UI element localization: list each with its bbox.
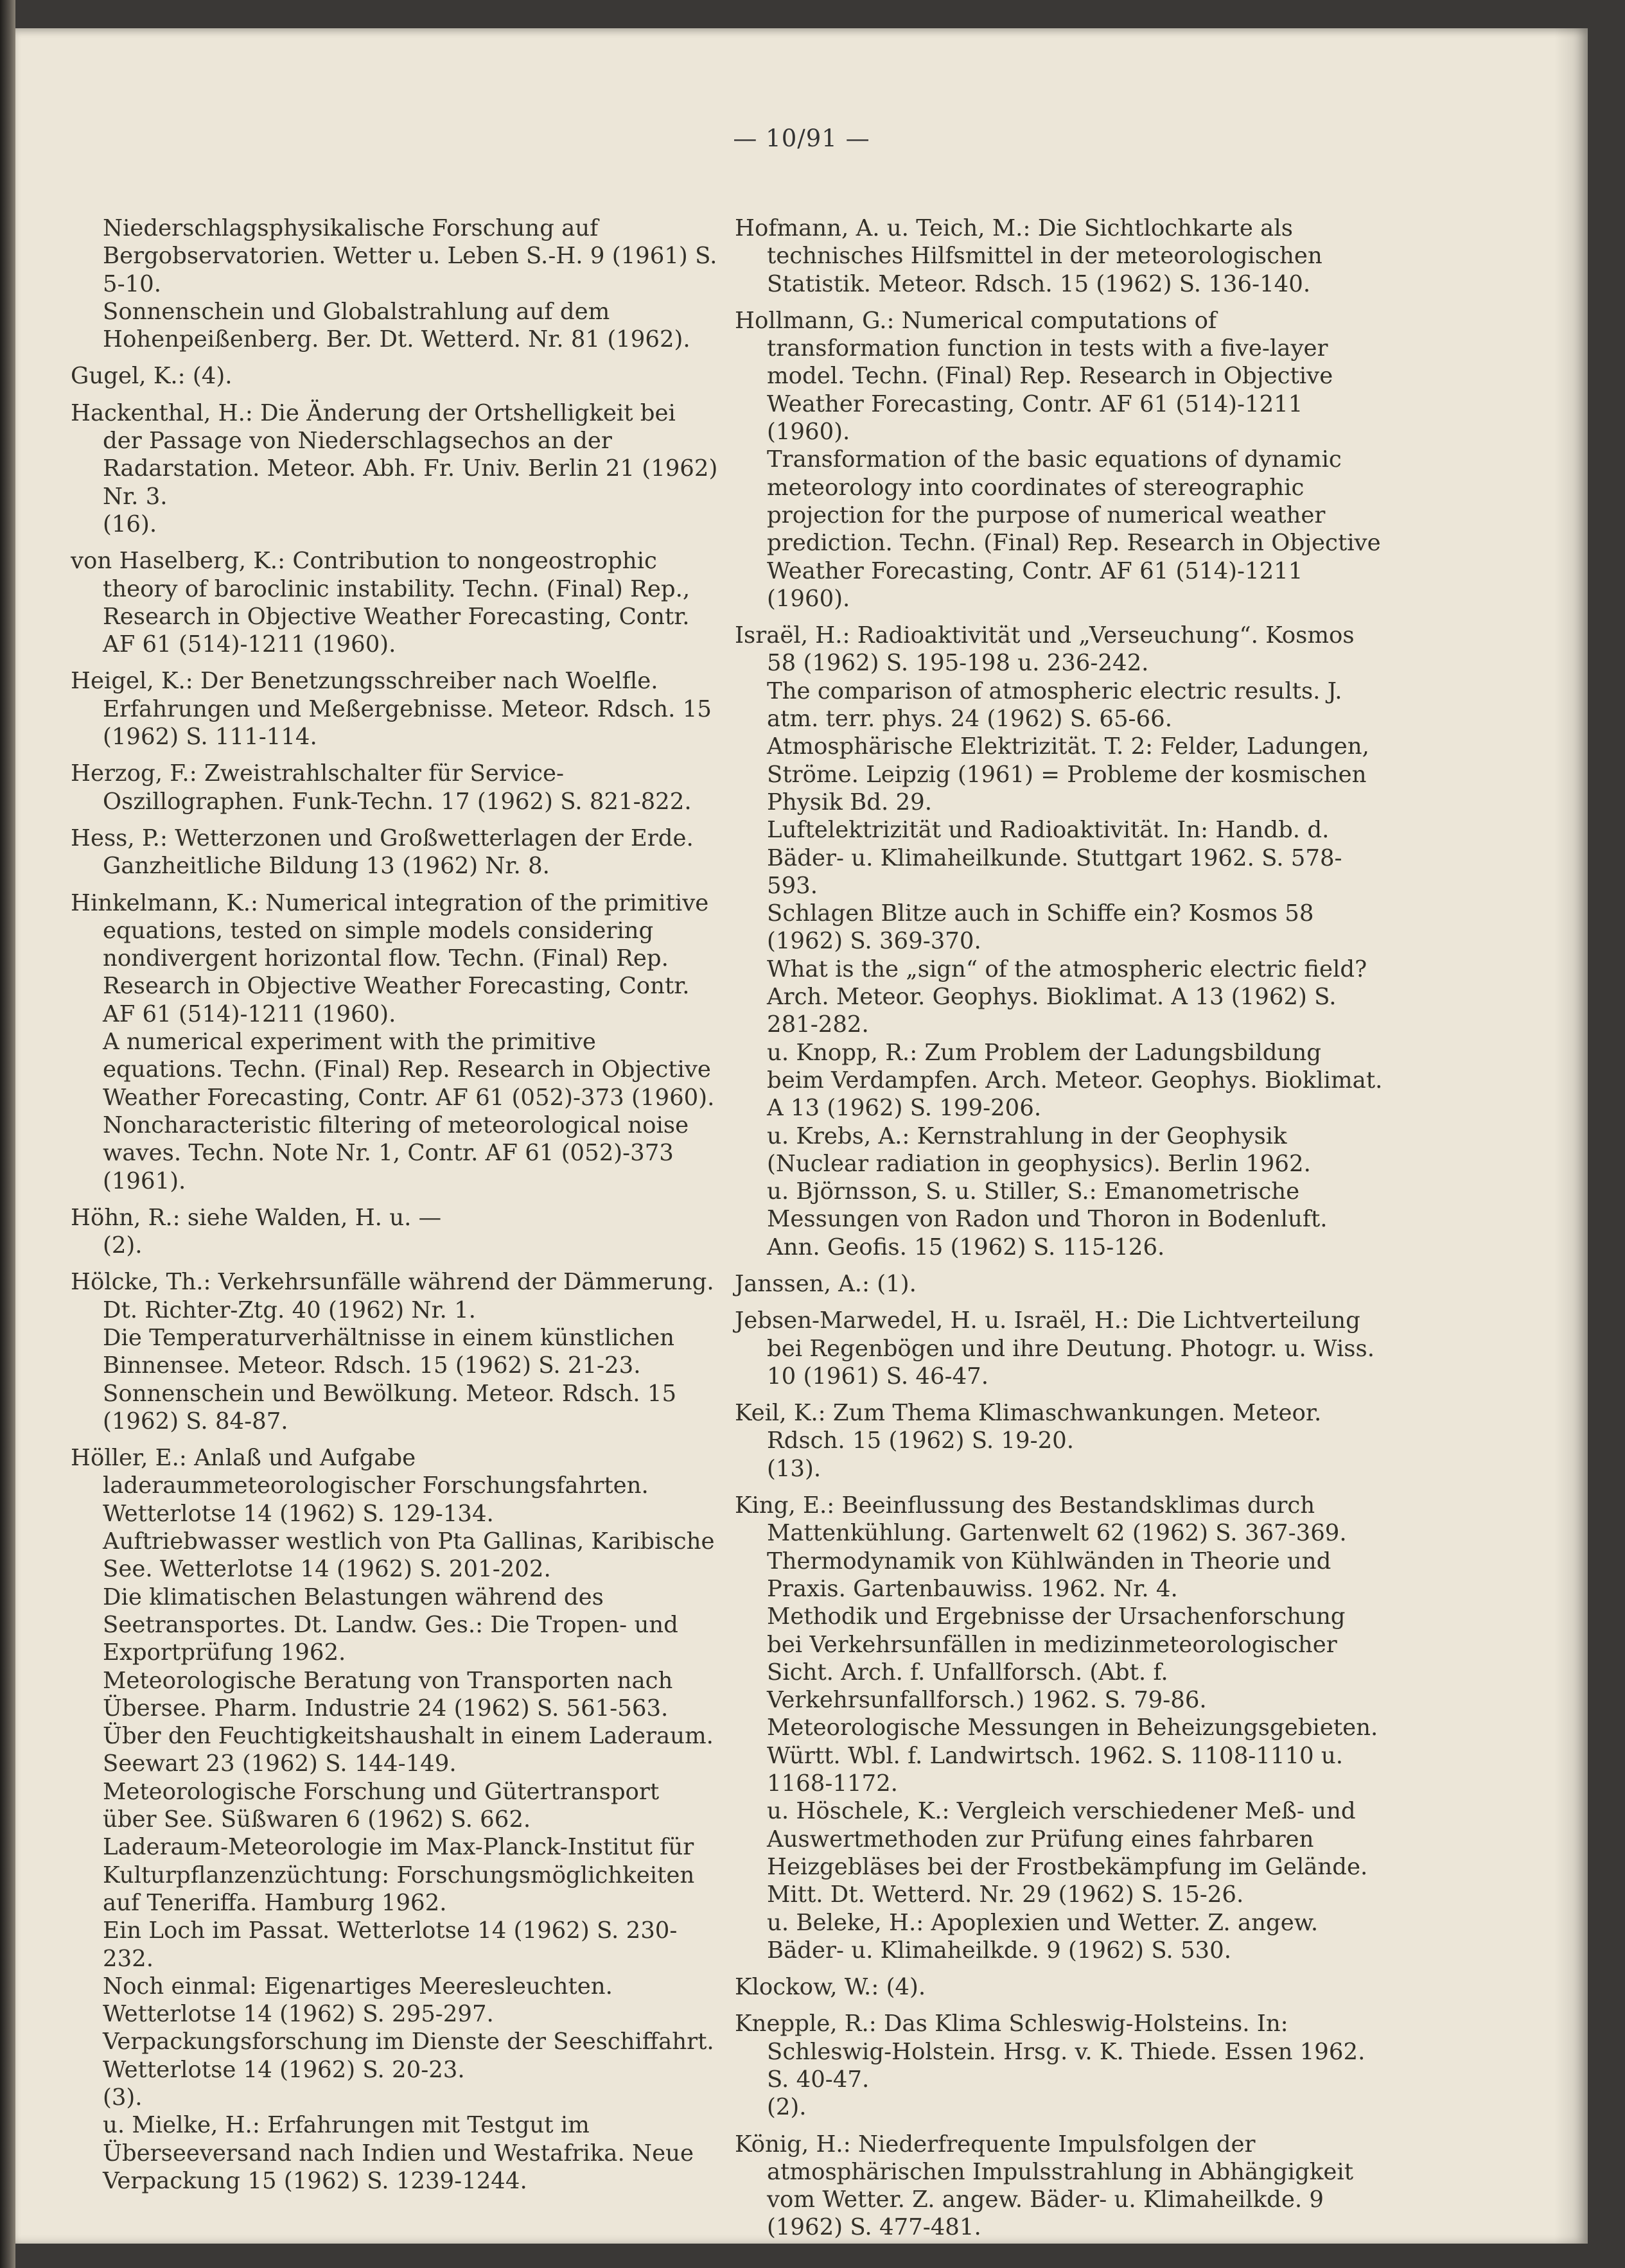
entry-author-citation: Israël, H.: Radioaktivität und „Verseuchung“. Kosmos 58 (1962) S. 195-198 u. 236-242. [735,622,1355,677]
bibliography-entry [71,1268,719,1435]
entry-sub-citation: Luftelektrizität und Radioaktivität. In: Handb. d. Bäder- u. Klimaheilkunde. Stuttgart 1962. S. 578-593. [767,817,1342,899]
entry-author-citation: King, E.: Beeinflussung des Bestandsklimas durch Mattenkühlung. Gartenwelt 62 (1962) S. 367-369. [735,1492,1347,1547]
bibliography-entry [735,1307,1383,1390]
entry-sub-citation: Die klimatischen Belastungen während des Seetransportes. Dt. Landw. Ges.: Die Tropen- und Exportprüfung 1962. [103,1583,678,1666]
entry-sub-citation: Niederschlagsphysikalische Forschung auf Bergobservatorien. Wetter u. Leben S.-H. 9 (1961) S. 5-10. [103,215,717,297]
entry-sub-citation: What is the „sign“ of the atmospheric electric field? Arch. Meteor. Geophys. Bioklimat. A 13 (1962) S. 281-282. [767,955,1367,1038]
entry-author-citation: Jebsen-Marwedel, H. u. Israël, H.: Die Lichtverteilung bei Regenbögen und ihre Deutung. Photogr. u. Wiss. 10 (1961) S. 46-47. [735,1307,1375,1390]
entry-sub-citation: Meteorologische Beratung von Transporten nach Übersee. Pharm. Industrie 24 (1962) S. 561-563. [103,1667,673,1722]
entry-author-citation: Knepple, R.: Das Klima Schleswig-Holsteins. In: Schleswig-Holstein. Hrsg. v. K. Thiede. Essen 1962. S. 40-47. [735,2011,1366,2093]
entry-author-citation: Klockow, W.: (4). [735,1974,926,2001]
entry-sub-citation: Verpackungsforschung im Dienste der Seeschiffahrt. Wetterlotse 14 (1962) S. 20-23. [103,2028,714,2083]
entry-author-citation: Herzog, F.: Zweistrahlschalter für Service-Oszillographen. Funk-Techn. 17 (1962) S. 821-822. [71,760,692,815]
entry-sub-citation: The comparison of atmospheric electric results. J. atm. terr. phys. 24 (1962) S. 65-66. [767,677,1342,733]
entry-author-citation: Höller, E.: Anlaß und Aufgabe laderaummeteorologischer Forschungsfahrten. Wetterlotse 14 (1962) S. 129-134. [71,1445,649,1527]
entry-author-citation: König, H.: Niederfrequente Impulsfolgen der atmosphärischen Impulsstrahlung in Abhängigkeit vom Wetter. Z. angew. Bäder- u. Klimaheilkde. 9 (1962) S. 477-481. [735,2131,1353,2241]
entry-sub-citation: Meteorologische Messungen in Beheizungsgebieten. Württ. Wbl. f. Landwirtsch. 1962. S. 1108-1110 u. 1168-1172. [767,1714,1378,1797]
bibliography-entry [71,889,719,1195]
entry-sub-citation: Über den Feuchtigkeitshaushalt in einem Laderaum. Seewart 23 (1962) S. 144-149. [103,1723,714,1777]
bibliography-entry [71,1444,719,2195]
entry-sub-citation: (16). [103,510,157,537]
entry-sub-citation: Ein Loch im Passat. Wetterlotse 14 (1962) S. 230-232. [103,1917,678,1972]
entry-sub-citation: Noch einmal: Eigenartiges Meeresleuchten. Wetterlotse 14 (1962) S. 295-297. [103,1973,613,2028]
entry-author-citation: Hofmann, A. u. Teich, M.: Die Sichtlochkarte als technisches Hilfsmittel in der meteorologischen Statistik. Meteor. Rdsch. 15 (1962) S. 136-140. [735,215,1322,297]
left-column [71,214,719,2204]
entry-author-citation: Hölcke, Th.: Verkehrsunfälle während der Dämmerung. Dt. Richter-Ztg. 40 (1962) Nr. 1. [71,1269,714,1323]
entry-sub-citation: u. Mielke, H.: Erfahrungen mit Testgut im Überseeversand nach Indien und Westafrika. Neue Verpackung 15 (1962) S. 1239-1244. [103,2112,694,2194]
bibliography-entry [71,399,719,538]
entry-author-citation: Hackenthal, H.: Die Änderung der Ortshelligkeit bei der Passage von Niederschlagsechos an der Radarstation. Meteor. Abh. Fr. Univ. Berlin 21 (1962) Nr. 3. [71,399,718,510]
entry-sub-citation: Die Temperaturverhältnisse in einem künstlichen Binnensee. Meteor. Rdsch. 15 (1962) S. 21-23. [103,1324,675,1379]
entry-sub-citation: (13). [767,1455,821,1482]
entry-author-citation: Hollmann, G.: Numerical computations of transformation function in tests with a five-layer model. Techn. (Final) Rep. Research in Objective Weather Forecasting, Contr. AF 61 (514)-1211 (1960). [735,307,1333,446]
entry-sub-citation: u. Björnsson, S. u. Stiller, S.: Emanometrische Messungen von Radon und Thoron in Bodenluft. Ann. Geofis. 15 (1962) S. 115-126. [767,1178,1328,1260]
bibliography-entry [71,214,719,353]
entry-author-citation: Hess, P.: Wetterzonen und Großwetterlagen der Erde. Ganzheitliche Bildung 13 (1962) Nr. 8. [71,824,694,880]
entry-sub-citation: Thermodynamik von Kühlwänden in Theorie und Praxis. Gartenbauwiss. 1962. Nr. 4. [767,1548,1331,1602]
bibliography-entry [71,667,719,751]
entry-author-citation: Gugel, K.: (4). [71,363,233,390]
entry-sub-citation: Atmosphärische Elektrizität. T. 2: Felder, Ladungen, Ströme. Leipzig (1961) = Probleme der kosmischen Physik Bd. 29. [767,733,1369,816]
entry-author-citation: Heigel, K.: Der Benetzungsschreiber nach Woelfle. Erfahrungen und Meßergebnisse. Meteor. Rdsch. 15 (1962) S. 111-114. [71,668,712,751]
page-fold-shadow [1554,28,1588,2244]
entry-sub-citation: Methodik und Ergebnisse der Ursachenforschung bei Verkehrsunfällen in medizinmeteorologischer Sicht. Arch. f. Unfallforsch. (Abt. f. Verkehrsunfallforsch.) 1962. S. 79-86. [767,1603,1346,1714]
entry-author-citation: Hinkelmann, K.: Numerical integration of the primitive equations, tested on simple models considering nondivergent horizontal flow. Techn. (Final) Rep. Research in Objective Weather Forecasting, Contr. AF 61 (514)-1211 (1960). [71,889,709,1027]
bibliography-entry [71,1204,719,1260]
entry-sub-citation: Noncharacteristic filtering of meteorological noise waves. Techn. Note Nr. 1, Contr. AF 61 (052)-373 (1961). [103,1112,689,1194]
bibliography-entry [71,760,719,816]
book-spine-shadow [0,0,15,2268]
bibliography-entry [735,214,1383,298]
bibliography-entry [735,1399,1383,1483]
entry-sub-citation: (2). [103,1232,143,1259]
entry-sub-citation: Laderaum-Meteorologie im Max-Planck-Institut für Kulturpflanzenzüchtung: Forschungsmöglichkeiten auf Teneriffa. Hamburg 1962. [103,1834,695,1916]
bibliography-entry [735,307,1383,613]
entry-author-citation: Höhn, R.: siehe Walden, H. u. — [71,1204,442,1231]
entry-sub-citation: Meteorologische Forschung und Gütertransport über See. Süßwaren 6 (1962) S. 662. [103,1778,660,1833]
entry-sub-citation: A numerical experiment with the primitive equations. Techn. (Final) Rep. Research in Objective Weather Forecasting, Contr. AF 61 (052)-373 (1960). [103,1029,715,1111]
bibliography-entry [735,2010,1383,2121]
entry-author-citation: von Haselberg, K.: Contribution to nongeostrophic theory of baroclinic instability. Techn. (Final) Rep., Research in Objective Weather Forecasting, Contr. AF 61 (514)-1211 (1960). [71,548,690,658]
entry-sub-citation: Schlagen Blitze auch in Schiffe ein? Kosmos 58 (1962) S. 369-370. [767,900,1314,955]
entry-sub-citation: Transformation of the basic equations of dynamic meteorology into coordinates of stereographic projection for the purpose of numerical weather prediction. Techn. (Final) Rep. Research in Objective Weather Forecasting, Contr. AF 61 (514)-1211 (1960). [767,446,1381,612]
entry-sub-citation: Sonnenschein und Bewölkung. Meteor. Rdsch. 15 (1962) S. 84-87. [103,1380,677,1435]
document-page [15,28,1588,2244]
bibliography-entry [735,2131,1383,2242]
entry-sub-citation: (2). [767,2094,807,2121]
right-column [735,214,1383,2251]
entry-author-citation: Keil, K.: Zum Thema Klimaschwankungen. Meteor. Rdsch. 15 (1962) S. 19-20. [735,1400,1322,1454]
entry-sub-citation: u. Höschele, K.: Vergleich verschiedener Meß- und Auswertmethoden zur Prüfung eines fahrbaren Heizgebläses bei der Frostbekämpfung im Gelände. Mitt. Dt. Wetterd. Nr. 29 (1962) S. 15-26. [767,1798,1368,1908]
page-number: — 10/91 — [733,125,870,152]
bibliography-entry [735,1270,1383,1298]
bibliography-entry [71,824,719,880]
entry-sub-citation: u. Krebs, A.: Kernstrahlung in der Geophysik (Nuclear radiation in geophysics). Berlin 1962. [767,1122,1311,1177]
entry-sub-citation: u. Beleke, H.: Apoplexien und Wetter. Z. angew. Bäder- u. Klimaheilkde. 9 (1962) S. 530. [767,1909,1319,1964]
bibliography-entry [71,362,719,390]
entry-sub-citation: u. Knopp, R.: Zum Problem der Ladungsbildung beim Verdampfen. Arch. Meteor. Geophys. Bioklimat. A 13 (1962) S. 199-206. [767,1039,1383,1122]
entry-author-citation: Janssen, A.: (1). [735,1270,917,1297]
bibliography-entry [735,1973,1383,2001]
bibliography-entry [71,547,719,658]
bibliography-entry [735,622,1383,1261]
entry-sub-citation: Sonnenschein und Globalstrahlung auf dem Hohenpeißenberg. Ber. Dt. Wetterd. Nr. 81 (1962). [103,298,690,353]
entry-sub-citation: (3). [103,2084,143,2111]
entry-sub-citation: Auftriebwasser westlich von Pta Gallinas, Karibische See. Wetterlotse 14 (1962) S. 201-202. [103,1528,715,1583]
bibliography-entry [735,1492,1383,1964]
